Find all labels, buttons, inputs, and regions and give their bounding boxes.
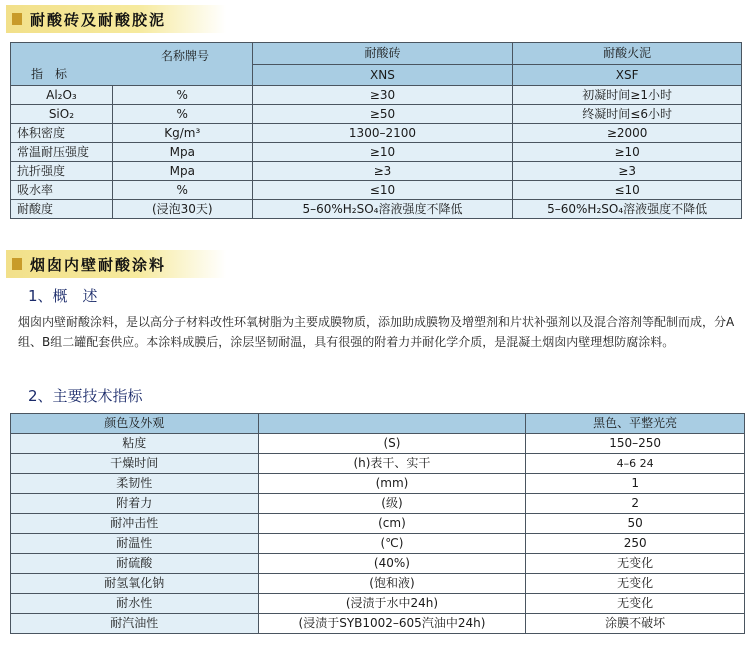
table-row: 耐酸度 (浸泡30天) 5–60%H₂SO₄溶液强度不降低 5–60%H₂SO₄溶液强度不降低 [11, 200, 742, 219]
table-row: SiO₂ % ≥50 终凝时间≤6小时 [11, 105, 742, 124]
table-row: 柔韧性 (mm) 1 [11, 474, 745, 494]
col1-code: XNS [252, 64, 513, 86]
coating-spec-table [10, 413, 745, 634]
section2-title-bar [6, 250, 226, 278]
col1-name: 耐酸砖 [252, 43, 513, 65]
header-corner-cell [11, 43, 253, 86]
header-index-label: 指 标 [31, 67, 68, 81]
table-row: 耐氢氧化钠 (饱和液) 无变化 [11, 574, 745, 594]
table-row: 干燥时间 (h)表干、实干 4–6 24 [11, 454, 745, 474]
header-name-label: 名称牌号 [161, 49, 210, 63]
table-row: 耐温性 (℃) 250 [11, 534, 745, 554]
col2-code: XSF [513, 64, 742, 86]
acid-brick-table [10, 42, 742, 219]
section2-title: 烟囱内壁耐酸涂料 [30, 256, 167, 274]
table-row: 附着力 (级) 2 [11, 494, 745, 514]
overview-heading: 1、概 述 [28, 287, 98, 305]
table-row: 耐汽油性 (浸渍于SYB1002–605汽油中24h) 涂膜不破坏 [11, 614, 745, 634]
table-row: 吸水率 % ≤10 ≤10 [11, 181, 742, 200]
overview-paragraph: 烟囱内壁耐酸涂料，是以高分子材料改性环氧树脂为主要成膜物质，添加助成膜物及增塑剂和片状补强剂以及混合溶剂等配制而成，分A组、B组二罐配套供应。本涂料成膜后，涂层坚韧耐温，具有很强的附着力并耐化学介质，是混凝土烟囱内壁理想防腐涂料。 [18, 315, 735, 349]
table-row: 耐冲击性 (cm) 50 [11, 514, 745, 534]
col2-name: 耐酸火泥 [513, 43, 742, 65]
table-row: 颜色及外观 黑色、平整光亮 [11, 414, 745, 434]
table-row: 耐水性 (浸渍于水中24h) 无变化 [11, 594, 745, 614]
table-row: Al₂O₃ % ≥30 初凝时间≥1小时 [11, 86, 742, 105]
section1-title-bar [6, 5, 226, 33]
table-row: 粘度 (S) 150–250 [11, 434, 745, 454]
table-row: 体积密度 Kg/m³ 1300–2100 ≥2000 [11, 124, 742, 143]
table-row: 常温耐压强度 Mpa ≥10 ≥10 [11, 143, 742, 162]
spec-heading: 2、主要技术指标 [28, 387, 143, 405]
section1-title: 耐酸砖及耐酸胶泥 [30, 11, 167, 29]
table-row: 耐硫酸 (40%) 无变化 [11, 554, 745, 574]
table-row: 抗折强度 Mpa ≥3 ≥3 [11, 162, 742, 181]
